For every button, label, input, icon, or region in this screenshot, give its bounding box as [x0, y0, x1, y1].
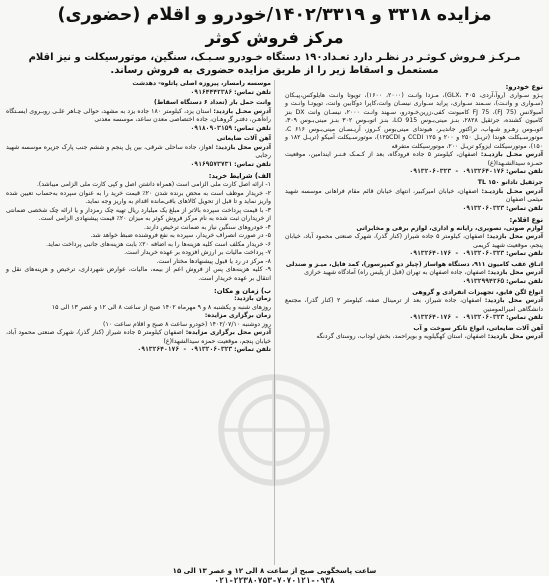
crane-phone-label: تلفن تماس:: [506, 204, 543, 212]
scrap2-phone: ۰۹۱۶۹۵۷۳۷۳۱: [190, 160, 233, 168]
vans-address: استان یزد، کیلومتر ۱۸۰ جاده یزد به مشهد، حوالی چـاهر علـی روبـروی ایسـتگاه راه‌آهـن، دفتـر گروهـان، جاده اختصاصی معدن ساعد، موسسه معدنی: [6, 107, 271, 124]
terms-heading: الف) شرایط خرید:: [208, 172, 271, 181]
inst-phone-label: تلفن تماس:: [234, 88, 271, 96]
items-phone-label: تلفن تماس:: [506, 250, 543, 258]
vans-address-label: آدرس محـل بازدید:: [213, 107, 271, 115]
visit-heading: ب) زمان و مکان:: [214, 286, 271, 295]
cars-phone: ۰۹۱۳۲۶۴۰۱۷۶ - ۰۹۱۳۲۰۶۰۳۲۳: [409, 168, 505, 176]
vans-phone: ۰۹۱۸۰۹۰۳۱۵۹: [190, 124, 233, 132]
term-item: ۸- مرکز در رد یا قبول پیشنهادها مختار است.: [156, 257, 271, 265]
items-text: لوازم صوتی، تصویری، رایانه و اداری، لوازم برقی و مخابراتی: [356, 224, 543, 232]
auction-time-label: زمان برگزاری مزایده:: [204, 312, 271, 320]
term-item: ۳- با قیمت پرداخت سپرده بالاتر از مبلغ یک میلیارد ریال تهیه چک رمزدار و یا ارائه چک شخصی ضمانتی از خریداران ثبت شده به نام مرکز فروش کوثر به میزان ۲۰٪ قیمت پیشنهادی الزامی است.: [6, 206, 271, 223]
right-column: [285, 80, 543, 565]
footer-phone: ۰۲۱-۲۲۳۸۰۷۵۳-۷۰۷۰۱۲۱-۰۹۳۸: [214, 576, 335, 585]
scrap2-address-label: آدرس محل بازدید:: [215, 143, 272, 151]
auction-phone-label: تلفن تماس:: [234, 346, 271, 354]
crane-text: جرثقیل تادانو TL ۱۵۰: [477, 179, 543, 187]
auction-time: روز دوشنبه ۱۴۰۲/۰۷/۱۰ (خودرو ساعت ۸ صبح و اقلام ساعت ۱۰): [103, 320, 271, 328]
auction-place: اصفهان کیلومتر ۵ جاده شیراز (کنار گذر)، شهرک صنعتی محمود آباد، خیابان پنجم، موقعیت حمزه سیدالشهدا(ع): [6, 329, 271, 345]
cars-phone-label: تلفن تماس:: [506, 168, 543, 176]
auction-phone: ۰۹۱۳۲۰۶۰۳۲۳ - ۰۹۱۳۲۶۴۰۱۷۶: [137, 346, 233, 354]
auction-place-label: آدرس محل برگزاری مزایده:: [185, 329, 271, 337]
column-divider: [274, 80, 275, 565]
cars-address-label: آدرس محـل بازدیـد:: [480, 151, 543, 159]
term-item: ۴- خودروهای سنگین نیاز به ضمانت ترخیص دارند.: [144, 223, 271, 231]
term-item: ۲- خریدار موظف است به محض برنده شدن ۲۰٪ قیمت خرید را به عنوان سپرده به‌حساب تعیین شده واریز نماید و تا قبل از تحویل کالاهای باقی‌مانده اقدام به واریز وجه نماید.: [6, 189, 271, 206]
term-item: ۶- خریدار مکلف است کلیه هزینه‌ها را به اضافه ۲۰٪ بابت هزینه‌های جانبی پرداخت نماید.: [45, 240, 271, 248]
scrap2-address: اهواز، جاده ساحلی شرقی، بین پل پنجم و ششم جنب پارک جزیره موسسه شهید رجایی: [6, 143, 271, 160]
vans-phone-label: تلفن تماس:: [234, 124, 271, 132]
cars-list: پـژو سـواری (روآ،آردی، GLX، ۴۰۵)، مـزدا وانـت (۲۰۰۰، ۱۶۰۰)، تویوتا وانـت هایلوکس،پیـکان (سـواری و وانـت)، سـمند سـواری، پراید سـواری نیسـان وانت،کاپرا دوکابین وانت، تویوتـا وانـت و آمبولانس (FJ 75)، FJ 75 کامیونت کفی،زرین‌خـودرو، سـهند وانـت ۲۰۰۰، نیسـان وانت DX بنز کامیون کشنده، جرثقیل ۲۸۲۸، بنـز مینی‌بـوس LO 915، بنـز اتوبـوس ۳۰۲ بنـز مینی‌بـوس ۳۰۹، اتوبـوس رهـرو شـهاب، تراکتور جاندیـر، هیوندای مینی‌بوس کـروز، آریـسـان مینی‌بـوس ۶۱۶ C، موتورسـیکلت هوندا (تریـل ۲۵۰ و ۲۰۰ و CCDI ۱۲۵ و ۱۲۵CDI)، موتورسـیکلت آمیکو (تریـل ۱۸۲ و ۱۵۰)، موتورسیکلت ایزوکو تریـل ۲۰۰، موتورسیکلت متفرقه: [285, 91, 543, 150]
cabin-phone-label: تلفن تماس:: [506, 278, 543, 286]
term-item: ۱- ارائه اصل کارت ملی الزامی است (همراه داشتن اصل و کپی کارت ملی الزامی میباشد).: [36, 181, 271, 189]
crane-address: اصفهان، خیابان امیرکبیر، انتهای خیابان قائم مقام فراهانی موسسه شهید میثمی اصفهان: [285, 187, 543, 204]
footer-hours: ساعت پاسخگویی صبح از ساعت ۸ الی ۱۲ و عصر ۱۳ الی ۱۵: [172, 567, 377, 575]
visit-time-label: زمان بازدید:: [234, 295, 271, 303]
notice-body: [4, 80, 545, 565]
items-address: اصفهان، کیلومتر ۵ جاده شیراز (کنار گذر)، شهرک صنعتی محمود آباد، خیابان پنجم، موقعیت شهید کریمی: [285, 233, 543, 249]
cars-address: اصفهان، کیلومتر ۵ جاده فرودگاه، بعد از کـمـک فـنـر ایندامین، موقعیت حمـزه سیدالشـهدا(ع): [285, 151, 543, 167]
crane-phone: ۰۹۱۳۲۰۶۰۳۲۳: [462, 204, 505, 212]
items-phone: ۰۹۱۳۲۰۶۰۳۲۳ - ۰۹۱۳۲۶۴۰۱۷۶: [409, 250, 505, 258]
inst-phone: ۰۹۱۶۴۴۴۲۳۸۶: [190, 88, 233, 96]
term-item: ۹- کلیه هزینه‌های پس از فروش اعم از بیمه، مالیات، عوارض شهرداری، ترخیص و هزینه‌های نقل و انتقال بر عهده خریدار است.: [6, 266, 271, 283]
inst-text: موسسه رامسار، پیروزه اصلی پاتلوه- دهدشت: [132, 80, 271, 87]
crane-address-label: آدرس محـل بازدیـد:: [481, 187, 544, 195]
cabin-text: اتـاق عقب کامیون ۹۱۱، دستگاه هواساز (چیلر دو کمپرسور)، کمد فایل، میـز و صندلی: [285, 260, 543, 268]
misc-address: اصفهان، جاده شیراز، بعد از ترمینال صفه، کیلومتر ۲ (کنار گذر)، مجتمع دانشگاهی امیرالمومنین: [285, 297, 543, 313]
cabin-address-label: آدرس محل بازدید:: [487, 269, 543, 277]
vans-text: وانت حمل بار (تعداد ۶ دستگاه اسقاط): [154, 99, 271, 107]
notice-title: مزایده ۳۳۱۸ و ۱۴۰۲/۳۳۱۹/خودرو و اقلام (حضوری): [57, 5, 492, 25]
term-item: ۷- پرداخت مالیات بر ارزش افزوده بر عهده خریدار است.: [124, 249, 271, 257]
scrap2-text: آهن آلات ضایعاتی: [216, 135, 271, 143]
notice-intro: مـرکـز فـروش کـوثـر در نظـر دارد تعـداد۱۹۰ دستگاه خـودرو سـبـک، سنگین، موتورسیکلت و نیز اقلام مستعمل و اسقاط زیر را از طریق مزایده حضوری به فروش رساند.: [28, 52, 521, 76]
scrap2-phone-label: تلفن تماس:: [234, 160, 271, 168]
scrap-address: اصفهان، استان کهگیلویه و بویراحمد، بخش لوداب، روستای گردنگه: [316, 333, 486, 341]
visit-time: روزهای شنبه و یکشنبه ۸ و ۹ مهرماه ۱۴۰۲ صبح از ساعت ۸ الی ۱۲ و عصر ۱۳ الی ۱۵: [51, 303, 271, 311]
cars-heading: نوع خودرو:: [505, 83, 543, 91]
misc-phone: ۰۹۱۳۲۰۶۰۳۲۳ - ۰۹۱۳۲۶۴۰۱۷۶: [409, 314, 505, 322]
notice-subtitle: مرکز فروش کوثر: [205, 28, 344, 47]
scrap-address-label: آدرس محل بازدید:: [487, 333, 543, 341]
notice-header: [4, 3, 545, 77]
left-column: [6, 80, 271, 565]
cabin-address: اصفهان، جاده اصفهان به تهران (قبل از پلیس راه) آمادگاه شهید خرازی: [304, 269, 486, 277]
misc-text: انواع لگن قایق، تجهیزات انفرادی و گروهی: [412, 288, 543, 296]
items-heading: نوع اقلام:: [509, 216, 543, 225]
misc-phone-label: تلفن تماس:: [506, 314, 543, 322]
items-address-label: آدرس محل بازدید:: [486, 233, 544, 241]
misc-address-label: آدرس محل بازدید:: [484, 297, 544, 305]
cabin-phone: ۰۹۱۳۲۹۹۴۲۶۵: [462, 278, 505, 286]
scrap-text: آهن آلات ضایعاتی، انواع تانکر سوخت و آب: [413, 324, 543, 332]
term-item: ۵- در صورت انصراف خریدار، سپرده به نفع فروشنده ضبط خواهد شد.: [90, 232, 271, 240]
